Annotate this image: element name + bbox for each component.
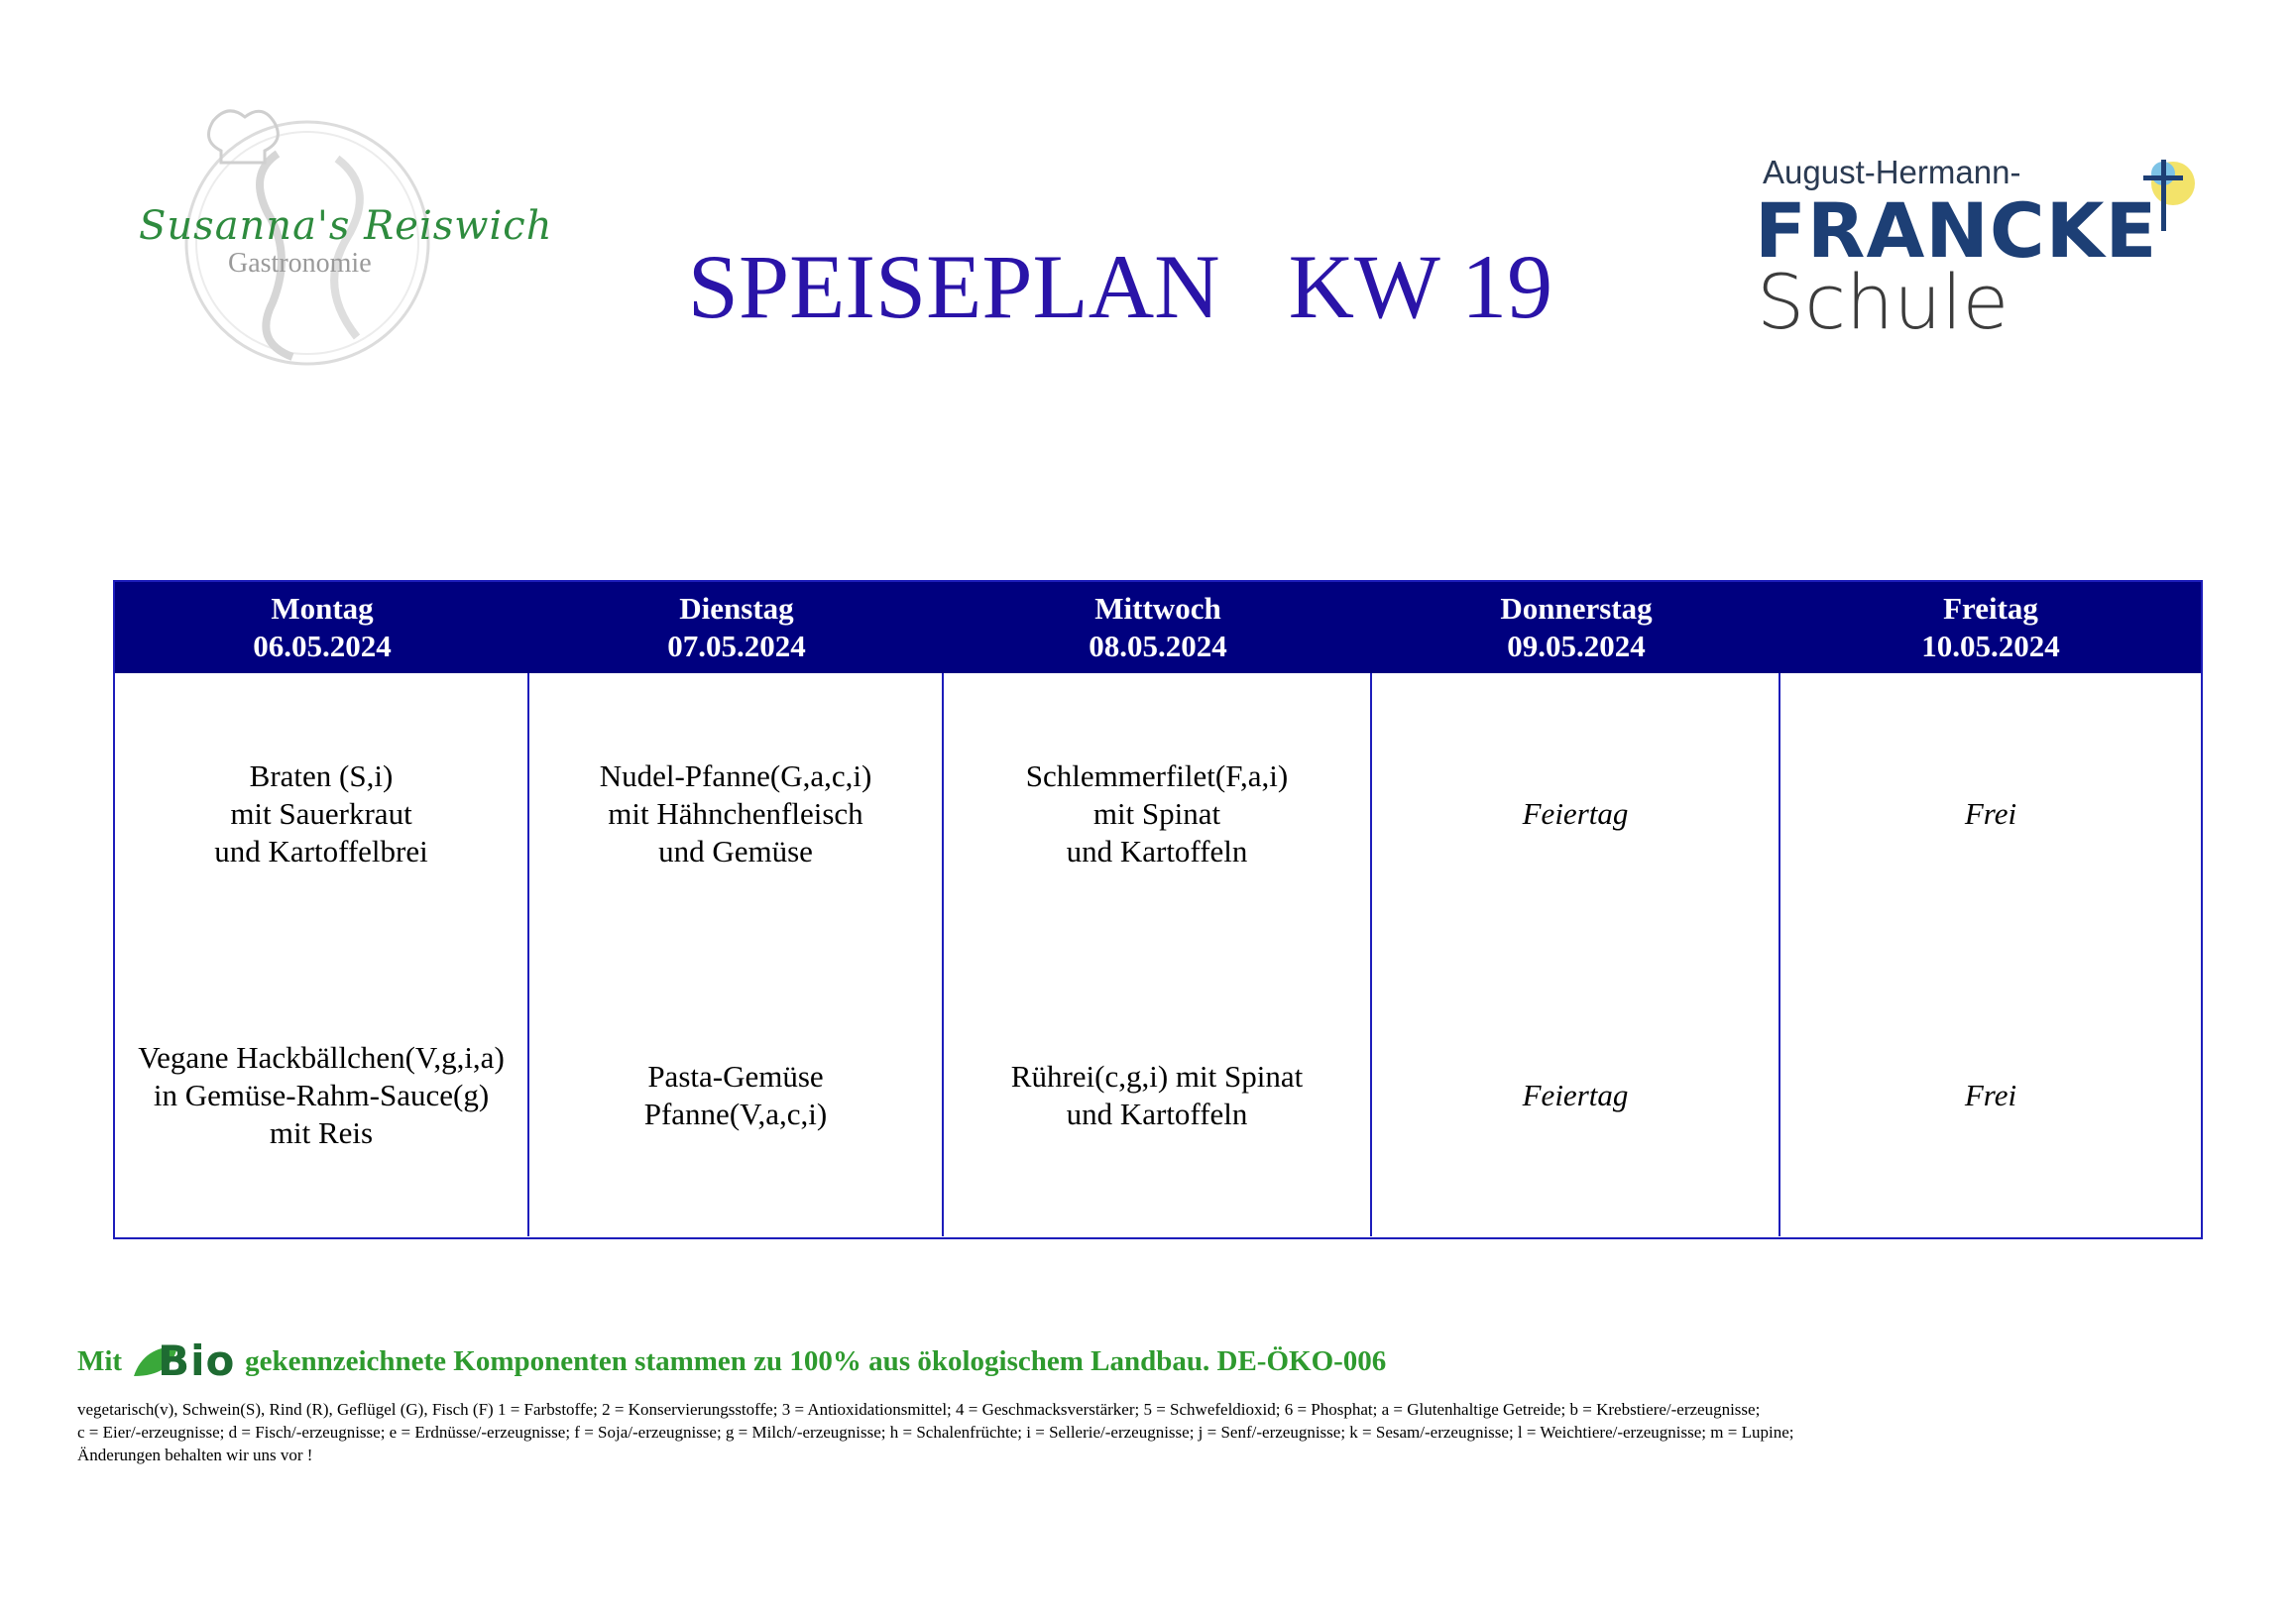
school-logo — [1755, 154, 2211, 346]
meal-cell-free: Frei — [1964, 796, 2017, 831]
meal-cell: Vegane Hackbällchen(V,g,i,a) in Gemüse-Rahm-Sauce(g) mit Reis — [115, 955, 529, 1236]
meal-cell: Pasta-Gemüse Pfanne(V,a,c,i) — [529, 955, 944, 1236]
school-logo-line3: Schule — [1757, 258, 2009, 346]
meal-cell: Braten (S,i) mit Sauerkraut und Kartoffelbrei — [115, 673, 529, 955]
day-header-donnerstag — [1372, 582, 1780, 673]
day-header-dienstag — [529, 582, 944, 673]
menu-table — [113, 580, 2203, 1239]
day-header-montag — [115, 582, 529, 673]
bio-notice — [77, 1336, 1386, 1386]
day-header-mittwoch — [944, 582, 1372, 673]
menu-header-row — [115, 582, 2201, 673]
day-name: Donnerstag — [1500, 591, 1653, 626]
bio-badge-text: Bio — [158, 1336, 236, 1385]
day-name: Dienstag — [679, 591, 794, 626]
cross-sun-icon — [2122, 154, 2211, 243]
school-logo-line1: August-Hermann- — [1763, 154, 2021, 190]
meal-cell: Nudel-Pfanne(G,a,c,i) mit Hähnchenfleisch und Gemüse — [529, 673, 944, 955]
menu-row-2 — [115, 955, 2201, 1236]
allergen-legend — [77, 1398, 1793, 1466]
meal-cell-holiday: Feiertag — [1372, 673, 1780, 955]
day-date: 07.05.2024 — [667, 629, 806, 663]
menu-row-1 — [115, 673, 2201, 955]
meal-cell: Schlemmerfilet(F,a,i) mit Spinat und Kartoffeln — [944, 673, 1372, 955]
day-date: 10.05.2024 — [1921, 629, 2060, 663]
day-date: 06.05.2024 — [253, 629, 392, 663]
page-title: SPEISEPLAN KW 19 — [687, 236, 1553, 337]
caterer-logo — [129, 99, 553, 387]
day-name: Mittwoch — [1094, 591, 1221, 626]
school-logo-line2: FRANCKE — [1755, 186, 2158, 275]
bio-badge — [130, 1336, 237, 1386]
day-name: Montag — [271, 591, 374, 626]
bio-text: gekennzeichnete Komponenten stammen zu 100% aus ökologischem Landbau. DE-ÖKO-006 — [245, 1344, 1387, 1377]
caterer-subtitle: Gastronomie — [228, 248, 372, 279]
caterer-name: Susanna's Reiswich — [139, 203, 553, 249]
legend-line: vegetarisch(v), Schwein(S), Rind (R), Geflügel (G), Fisch (F) 1 = Farbstoffe; 2 = Konservierungsstoffe; 3 = Antioxidationsmittel; 4 = Geschmacksverstärker; 5 = Schwefeldioxid; 6 = Phosphat; a = Glutenhaltige Getreide; b = Krebstiere/-erzeugnisse; — [77, 1400, 1761, 1419]
meal-cell-free: Frei — [1964, 1078, 2017, 1112]
meal-cell: Rührei(c,g,i) mit Spinat und Kartoffeln — [944, 955, 1372, 1236]
day-date: 09.05.2024 — [1507, 629, 1646, 663]
bio-prefix: Mit — [77, 1344, 123, 1377]
day-header-freitag — [1780, 582, 2201, 673]
day-name: Freitag — [1943, 591, 2038, 626]
meal-cell-holiday: Feiertag — [1372, 955, 1780, 1236]
legend-line: Änderungen behalten wir uns vor ! — [77, 1446, 313, 1464]
day-date: 08.05.2024 — [1089, 629, 1227, 663]
legend-line: c = Eier/-erzeugnisse; d = Fisch/-erzeugnisse; e = Erdnüsse/-erzeugnisse; f = Soja/-erzeugnisse; g = Milch/-erzeugnisse; h = Schalenfrüchte; i = Sellerie/-erzeugnisse; j = Senf/-erzeugnisse; k = Sesam/-erzeugnisse; l = Weichtiere/-erzeugnisse; m = Lupine; — [77, 1423, 1794, 1442]
